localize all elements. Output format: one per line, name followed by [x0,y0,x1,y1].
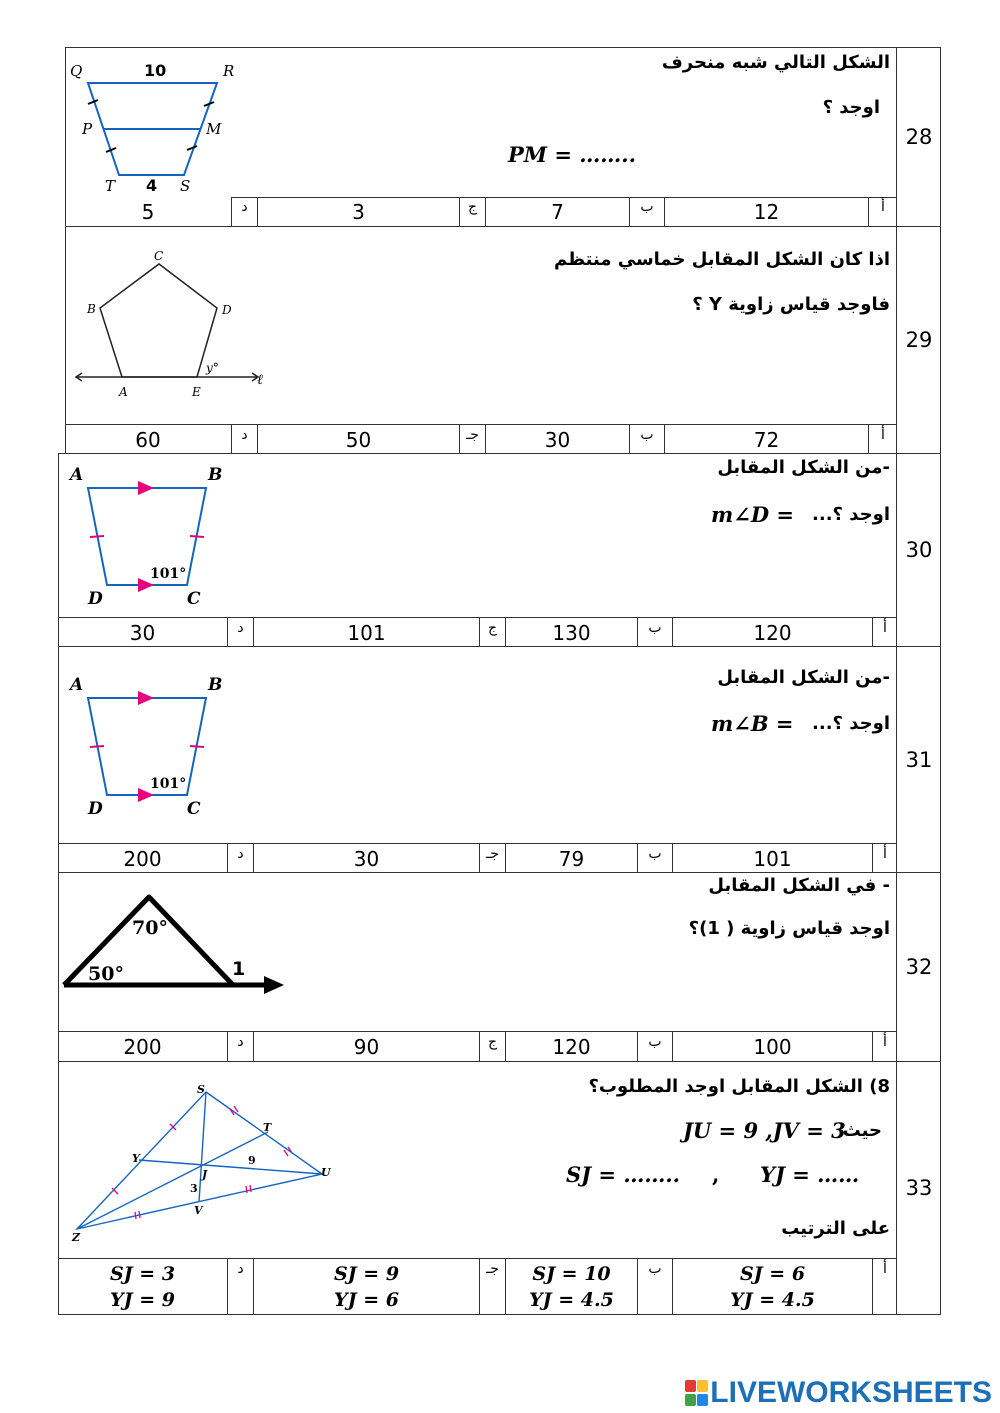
options-row [65,197,897,227]
option-a-letter: أ [881,199,885,215]
option-a-yj: YJ = 4.5 [730,1289,815,1311]
option-d-value[interactable]: 200 [58,844,228,873]
option-c-letter: ج [480,618,506,647]
option-d-value[interactable]: 200 [58,1032,228,1061]
option-d-letter: د [228,844,254,873]
label-r: R [223,62,235,80]
option-d-value[interactable]: 5 [65,197,232,226]
label-a: A [70,675,84,695]
question-text: على الترتيب [781,1218,890,1239]
label-q: Q [70,62,83,80]
logo-text: LIVEWORKSHEETS [710,1376,992,1409]
option-d-value[interactable] [58,1259,228,1315]
label-p: P [82,120,93,138]
option-b-value[interactable]: 130 [506,618,638,647]
label-c: C [187,799,201,819]
option-d-letter: د [228,1259,254,1315]
math-expression-yj: YJ = …… [760,1162,860,1187]
option-d-letter: د [228,618,254,647]
label-angle: 101° [150,776,187,792]
question-number: 32 [896,872,941,1062]
label-t: T [263,1121,272,1134]
option-a-sj: SJ = 6 [739,1263,806,1285]
label-c: C [187,589,201,609]
option-b-letter: ب [638,1032,673,1061]
option-c-value[interactable] [254,1259,480,1315]
options-row [58,843,897,873]
option-c-letter: جـ [480,1259,506,1315]
option-b-yj: YJ = 4.5 [529,1289,614,1311]
math-expression: m∠B = [711,711,794,736]
option-c-value[interactable]: 3 [258,197,460,226]
option-d-value[interactable]: 30 [58,618,228,647]
question-number: 29 [896,226,941,454]
option-d-letter: د [232,425,258,454]
label-b: B [87,302,96,316]
label-angle: 101° [150,566,187,582]
label-l: ℓ [257,372,263,388]
label-a: A [70,465,84,485]
option-b-value[interactable]: 120 [506,1032,638,1061]
question-number: 31 [896,646,941,873]
label-e: E [192,385,201,399]
question-text: اوجد ؟... [812,713,890,734]
label-top-angle: 70° [132,917,168,939]
option-b-sj: SJ = 10 [532,1263,611,1285]
question-text: الشكل التالي شبه منحرف [661,52,890,73]
centroid-triangle-figure [66,1080,336,1246]
option-b-letter: ب [630,425,665,454]
option-c-sj: SJ = 9 [333,1263,400,1285]
label-m: M [206,120,222,138]
pentagon-figure [67,244,273,399]
label-y: y° [206,361,219,375]
option-a-letter: أ [883,1261,887,1277]
separator: , [712,1162,720,1187]
option-b-value[interactable] [506,1259,638,1315]
label-z: Z [72,1231,81,1244]
options-row [58,1031,897,1061]
option-a-value[interactable]: 72 [665,425,869,454]
option-a-value[interactable]: 120 [673,618,873,647]
question-number: 33 [896,1061,941,1315]
option-a-letter: أ [883,1034,887,1050]
question-text: - في الشكل المقابل [708,875,890,896]
option-d-letter: د [232,197,258,226]
label-d: D [88,589,103,609]
label-bottom-length: 4 [146,176,158,195]
label-c: C [154,249,164,263]
math-expression: m∠D = [711,502,794,527]
option-b-letter: ب [638,618,673,647]
question-text: -من الشكل المقابل [717,457,890,478]
question-number: 28 [896,47,941,227]
option-b-value[interactable]: 7 [486,197,630,226]
question-text: اوجد قياس زاوية ( 1)؟ [688,918,890,939]
math-expression: PM = …….. [508,142,636,167]
given-values: JU = 9 ,JV = 3 [683,1118,846,1143]
label-j: J [202,1168,208,1181]
question-text: اذا كان الشكل المقابل خماسي منتظم [553,249,890,270]
option-b-letter: ب [630,197,665,226]
option-c-value[interactable]: 101 [254,618,480,647]
label-s: S [180,177,191,195]
question-text: -من الشكل المقابل [717,667,890,688]
question-number: 30 [896,453,941,647]
option-c-value[interactable]: 30 [254,844,480,873]
question-text: حيث [842,1120,882,1141]
label-s: S [197,1083,205,1096]
question-text: اوجد ؟ [822,97,880,118]
question-text: فاوجد قياس زاوية Y ؟ [692,294,890,315]
option-a-value[interactable]: 101 [673,844,873,873]
label-three: 3 [190,1182,198,1195]
option-a-value[interactable]: 12 [665,197,869,226]
option-d-yj: YJ = 9 [110,1289,175,1311]
option-a-value[interactable] [673,1259,873,1315]
option-d-value[interactable]: 60 [65,425,232,454]
option-a-value[interactable]: 100 [673,1032,873,1061]
option-b-letter: ب [638,844,673,873]
label-top-length: 10 [144,61,167,80]
label-y: Y [132,1152,140,1165]
label-b: B [208,465,223,485]
label-nine: 9 [248,1154,256,1167]
isosceles-trapezoid-figure [66,462,236,610]
options-row [58,1258,897,1315]
option-c-letter: ج [460,197,486,226]
label-t: T [105,177,116,195]
math-expression-sj: SJ = …….. [566,1162,680,1187]
liveworksheets-logo[interactable] [684,1376,992,1410]
label-a: A [119,385,128,399]
option-c-value[interactable]: 90 [254,1032,480,1061]
trapezoid-figure [66,52,236,198]
options-row [65,424,897,454]
option-d-letter: د [228,1032,254,1061]
option-a-letter: أ [883,620,887,636]
label-d: D [222,303,232,317]
option-a-letter: أ [883,846,887,862]
option-c-letter: جـ [460,425,486,454]
option-c-value[interactable]: 50 [258,425,460,454]
option-d-sj: SJ = 3 [109,1263,176,1285]
option-b-value[interactable]: 30 [486,425,630,454]
isosceles-trapezoid-figure [66,672,236,820]
label-b: B [208,675,223,695]
options-row [58,617,897,647]
question-text: 8) الشكل المقابل اوجد المطلوب؟ [588,1076,890,1097]
option-c-letter: ج [480,1032,506,1061]
label-v: V [194,1204,203,1217]
option-c-yj: YJ = 6 [334,1289,399,1311]
option-b-letter: ب [638,1259,673,1315]
option-b-value[interactable]: 79 [506,844,638,873]
option-c-letter: جـ [480,844,506,873]
label-u: U [321,1166,331,1179]
triangle-exterior-angle-figure [58,888,288,998]
label-exterior-angle: 1 [232,958,246,980]
label-left-angle: 50° [88,963,124,985]
option-a-letter: أ [881,427,885,443]
label-d: D [88,799,103,819]
logo-icon [684,1378,710,1408]
question-text: اوجد ؟... [812,504,890,525]
